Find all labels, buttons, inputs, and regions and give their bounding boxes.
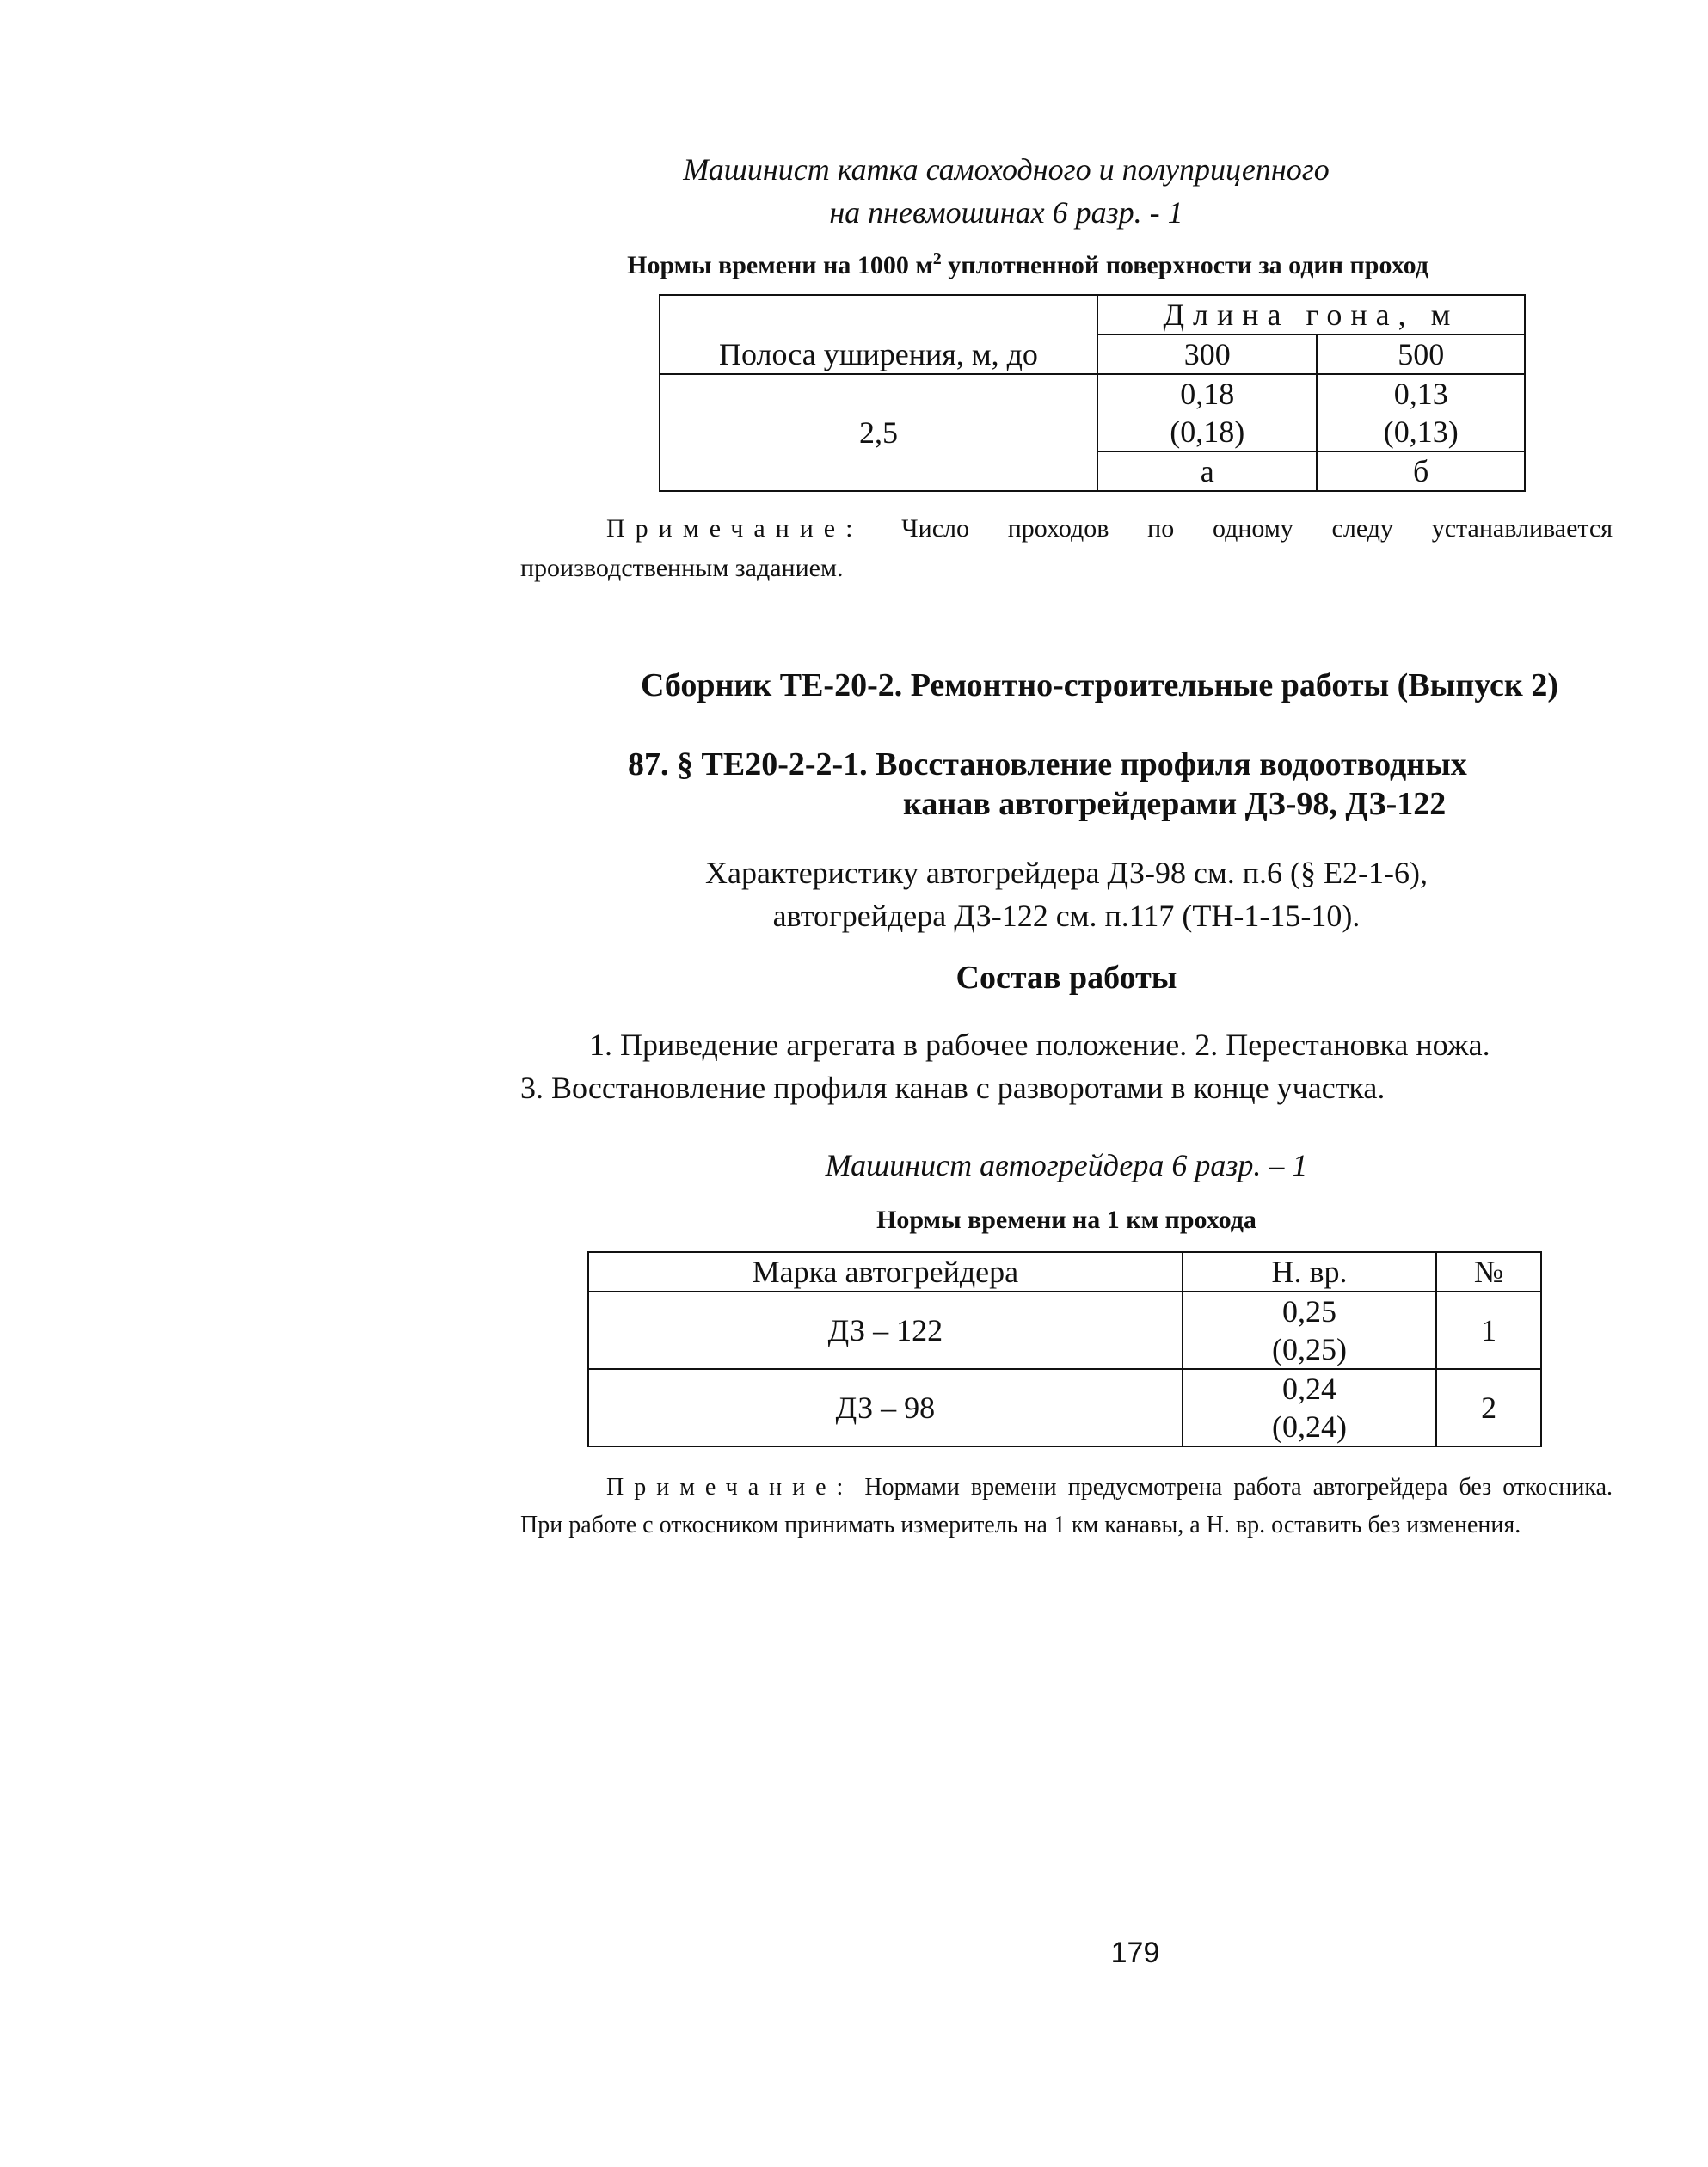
model-cell: ДЗ – 98: [588, 1369, 1183, 1446]
norm-table-2: [587, 1251, 1542, 1447]
characteristic-text: Характеристику автогрейдера ДЗ-98 см. п.6 (§ Е2-1-6), автогрейдера ДЗ-122 см. п.117 (ТН-1-15-10).: [705, 856, 1428, 933]
column-header-500: 500: [1317, 335, 1525, 374]
table-row: [588, 1369, 1541, 1446]
table-row: [588, 1292, 1541, 1369]
crew-line-1: Машинист катка самоходного и полуприцепного: [683, 152, 1330, 187]
header-number: №: [1436, 1252, 1541, 1292]
model-cell: ДЗ – 122: [588, 1292, 1183, 1369]
work-composition: 1. Приведение агрегата в рабочее положение. 2. Перестановка ножа. 3. Восстановление профиля канав с разворотами в конце участка.: [520, 1028, 1490, 1105]
norm-table-1: [659, 294, 1526, 492]
header-model: Марка автогрейдера: [588, 1252, 1183, 1292]
crew-block-2: Машинист автогрейдера 6 разр. – 1: [825, 1148, 1308, 1182]
paragraph-title-line-1: 87. § ТЕ20-2-2-1. Восстановление профиля водоотводных: [628, 746, 1467, 783]
work-heading: Состав работы: [955, 960, 1177, 996]
column-index-b: б: [1317, 451, 1525, 491]
crew-line-2: на пневмошинах 6 разр. - 1: [829, 195, 1183, 230]
group-header: Длина гона, м: [1097, 295, 1525, 335]
row-label: 2,5: [660, 374, 1097, 491]
note-1: Примечание: Число проходов по одному следу устанавливается производственным заданием.: [520, 514, 1613, 582]
number-cell: 1: [1436, 1292, 1541, 1369]
norm-cell: 0,24 (0,24): [1183, 1369, 1436, 1446]
table-cell: 0,13 (0,13): [1317, 374, 1525, 451]
table-2-caption: Нормы времени на 1 км прохода: [876, 1206, 1256, 1234]
paragraph-title-line-2: канав автогрейдерами ДЗ-98, ДЗ-122: [903, 786, 1447, 822]
note-2: Примечание: Нормами времени предусмотрена работа автогрейдера без откосника. При работе с откосником принимать измеритель на 1 км канавы, а Н. вр. оставить без изменения.: [520, 1474, 1613, 1538]
row-header: Полоса уширения, м, до: [660, 295, 1097, 374]
number-cell: 2: [1436, 1369, 1541, 1446]
table-cell: 0,18 (0,18): [1097, 374, 1317, 451]
column-index-a: а: [1097, 451, 1317, 491]
page-number: 179: [1110, 1937, 1160, 1969]
column-header-300: 300: [1097, 335, 1317, 374]
section-title: Сборник ТЕ-20-2. Ремонтно-строительные работы (Выпуск 2): [641, 667, 1558, 703]
table-1-caption: Нормы времени на 1000 $м^2$ уплотненной поверхности за один проход: [627, 249, 1428, 279]
crew-block-1: [654, 148, 1359, 234]
header-norm: Н. вр.: [1183, 1252, 1436, 1292]
norm-cell: 0,25 (0,25): [1183, 1292, 1436, 1369]
